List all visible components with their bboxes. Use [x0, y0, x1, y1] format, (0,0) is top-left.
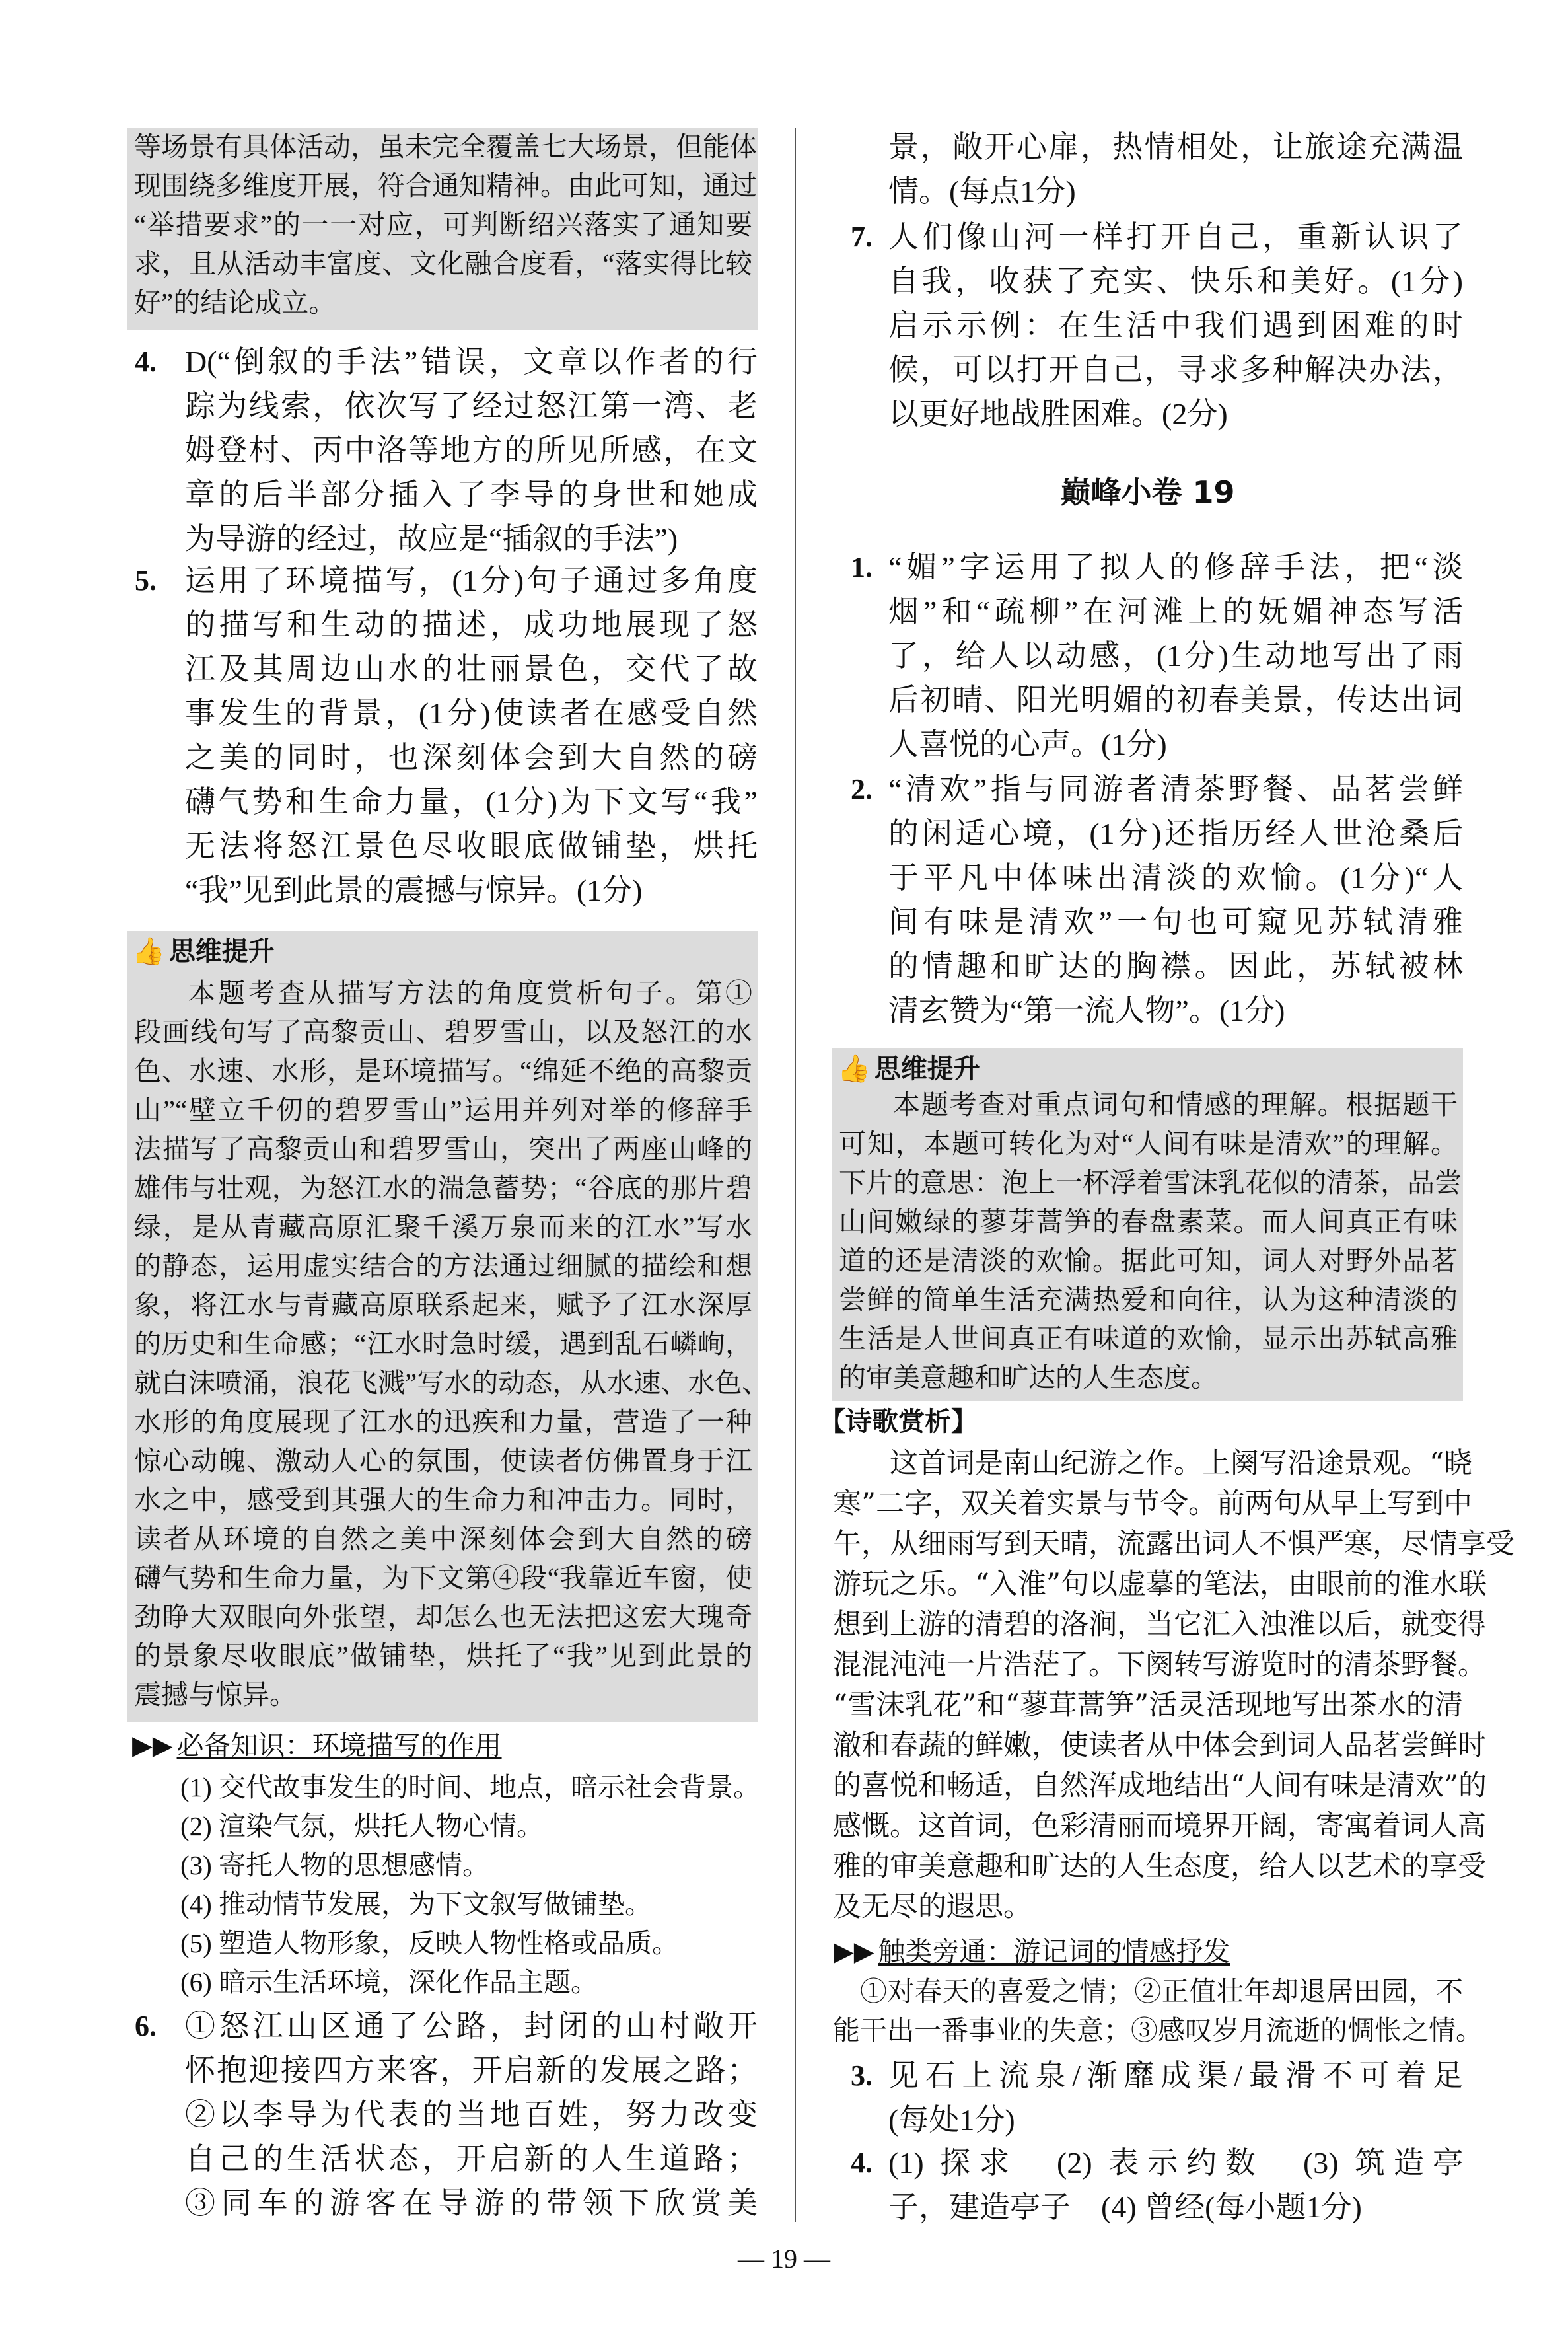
text-line: ②以李导为代表的当地百姓，努力改变: [185, 2098, 758, 2131]
text-line: 启示示例：在生活中我们遇到困难的时: [888, 309, 1463, 342]
text-line: 感慨。这首词，色彩清丽而境界开阔，寄寓着词人高: [833, 1810, 1486, 1843]
poem-analysis-title-text: 【诗歌赏析】: [819, 1407, 978, 1437]
text-line: 现围绕多维度开展，符合通知精神。由此可知，通过: [134, 170, 757, 201]
text-line: 后初晴、阳光明媚的初春美景，传达出词: [888, 683, 1463, 717]
double-arrow-icon: ▶▶: [132, 1730, 173, 1761]
answer-q5: [185, 558, 758, 912]
text-line: 候，可以打开自己，寻求多种解决办法，: [888, 353, 1463, 387]
text-line: (2) 渲染气氛，烘托人物心情。: [180, 1811, 544, 1841]
text-line: 想到上游的清碧的洛涧，当它汇入浊淮以后，就变得: [833, 1608, 1486, 1641]
text-line: 见石上流泉/渐靡成渠/最滑不可着足: [888, 2059, 1463, 2092]
section-title: 巅峰小卷 19: [1060, 474, 1235, 510]
text-line: 可知，本题可转化为对“人间有味是清欢”的理解。: [839, 1128, 1458, 1159]
text-line: 山”“壁立千仞的碧罗雪山”运用并列对举的修辞手: [134, 1095, 752, 1125]
text-line: (1) 交代故事发生的时间、地点，暗示社会背景。: [180, 1772, 761, 1802]
text-line: 的情趣和旷达的胸襟。因此，苏轼被林: [888, 949, 1463, 983]
question-number: 4.: [851, 2147, 873, 2179]
text-line: 求，且从活动丰富度、文化融合度看，“落实得比较: [134, 248, 752, 279]
text-line: 道的还是清淡的欢愉。据此可知，词人对野外品茗: [839, 1245, 1458, 1276]
text-line: 的审美意趣和旷达的人生态度。: [839, 1362, 1218, 1393]
text-line: 尝鲜的简单生活充满热爱和向往，认为这种清淡的: [839, 1284, 1458, 1315]
text-line: 于平凡中体味出清淡的欢愉。(1分)“人: [888, 861, 1463, 895]
text-line: 烟”和“疏柳”在河滩上的妩媚神态写活: [888, 595, 1463, 628]
text-line: 了，给人以动感，(1分)生动地写出了雨: [888, 639, 1463, 673]
analysis-box-text: [134, 128, 757, 322]
text-line: 这首词是南山纪游之作。上阕写沿途景观。“晓: [890, 1447, 1472, 1480]
text-line: (1) 探求 (2) 表示约数 (3) 筑造亭: [888, 2146, 1463, 2180]
answer-q6-continued: [888, 125, 1463, 213]
text-line: “雪沫乳花”和“蓼茸蒿笋”活灵活现地写出茶水的清: [833, 1689, 1463, 1722]
text-line: 自我，收获了充实、快乐和美好。(1分): [888, 264, 1463, 298]
text-line: 游玩之乐。“入淮”句以虚摹的笔法，由眼前的淮水联: [833, 1568, 1487, 1601]
text-line: (4) 推动情节发展，为下文叙写做铺垫。: [180, 1889, 653, 1919]
text-line: 惊心动魄、激动人心的氛围，使读者仿佛置身于江: [134, 1446, 752, 1476]
question-number: 3.: [851, 2059, 873, 2092]
text-line: 景，敞开心扉，热情相处，让旅途充满温: [888, 130, 1463, 164]
related-title: [834, 1932, 1230, 1972]
text-line: 事发生的背景，(1分)使读者在感受自然: [185, 696, 758, 730]
answer-q4-right: [888, 2141, 1463, 2229]
text-line: 间有味是清欢”一句也可窥见苏轼清雅: [888, 905, 1463, 939]
text-line: 好”的结论成立。: [134, 287, 336, 318]
answer-q6: [185, 2004, 758, 2225]
text-line: 子，建造亭子 (4) 曾经(每小题1分): [888, 2190, 1362, 2224]
text-line: 色、水速、水形，是环境描写。“绵延不绝的高黎贡: [134, 1056, 752, 1086]
text-line: 就白沫喷涌，浪花飞溅”写水的动态，从水速、水色、: [134, 1368, 769, 1398]
text-line: 之美的同时，也深刻体会到大自然的磅: [185, 741, 758, 774]
text-line: 象，将江水与青藏高原联系起来，赋予了江水深厚: [134, 1290, 752, 1320]
question-number: 6.: [135, 2010, 157, 2042]
text-line: “我”见到此景的震撼与惊异。(1分): [185, 873, 643, 907]
text-line: 运用了环境描写，(1分)句子通过多角度: [185, 564, 758, 597]
text-line: ①对春天的喜爱之情；②正值壮年却退居田园，不: [860, 1976, 1463, 2007]
answer-q1: [888, 545, 1463, 766]
text-line: (5) 塑造人物形象，反映人物性格或品质。: [180, 1928, 680, 1958]
text-line: 章的后半部分插入了李导的身世和她成: [185, 478, 758, 511]
page-number: — 19 —: [738, 2244, 830, 2273]
thumbs-up-hand-icon: 👍: [837, 1054, 871, 1084]
related-title-text: 触类旁通：游记词的情感抒发: [878, 1936, 1230, 1968]
text-line: 江及其周边山水的壮丽景色，交代了故: [185, 652, 758, 686]
text-line: 清玄赞为“第一流人物”。(1分): [888, 994, 1285, 1027]
knowledge-title-text: 必备知识：环境描写的作用: [176, 1730, 502, 1761]
answer-q4: [185, 340, 758, 561]
text-line: 无法将怒江景色尽收眼底做铺垫，烘托: [185, 829, 758, 863]
thumbs-up-hand-icon: 👍: [132, 936, 165, 967]
text-line: 绿，是从青藏高原汇聚千溪万泉而来的江水”写水: [134, 1212, 752, 1242]
answer-q2: [888, 767, 1463, 1033]
text-line: 本题考查从描写方法的角度赏析句子。第①: [188, 978, 752, 1008]
text-line: (6) 暗示生活环境，深化作品主题。: [180, 1967, 598, 1997]
text-line: (3) 寄托人物的思想感情。: [180, 1850, 490, 1880]
thinking-title: [837, 1049, 980, 1089]
text-line: “清欢”指与同游者清茶野餐、品茗尝鲜: [888, 772, 1463, 806]
text-line: 能干出一番事业的失意；③感叹岁月流逝的惆怅之情。: [833, 2015, 1483, 2046]
text-line: 情。(每点1分): [888, 174, 1076, 208]
text-line: 生活是人世间真正有味道的欢愉，显示出苏轼高雅: [839, 1323, 1458, 1354]
text-line: 山间嫩绿的蓼芽蒿笋的春盘素菜。而人间真正有味: [839, 1206, 1458, 1237]
text-line: ③同车的游客在导游的带领下欣赏美: [185, 2186, 758, 2220]
text-line: 水之中，感受到其强大的生命力和冲击力。同时，: [134, 1485, 752, 1515]
text-line: 踪为线索，依次写了经过怒江第一湾、老: [185, 389, 758, 423]
text-line: 以更好地战胜困难。(2分): [888, 397, 1228, 431]
text-line: 的景象尽收眼底”做铺垫，烘托了“我”见到此景的: [134, 1641, 752, 1671]
question-number: 2.: [851, 773, 873, 805]
text-line: 劲睁大双眼向外张望，却怎么也无法把这宏大瑰奇: [134, 1602, 752, 1632]
thinking-title: [132, 932, 275, 971]
text-line: 的喜悦和畅适，自然浑成地结出“人间有味是清欢”的: [833, 1769, 1487, 1802]
text-line: 下片的意思：泡上一杯浮着雪沫乳花似的清茶，品尝: [839, 1167, 1462, 1198]
question-number: 1.: [851, 551, 873, 583]
text-line: 段画线句写了高黎贡山、碧罗雪山，以及怒江的水: [134, 1017, 752, 1047]
thinking-text: [134, 974, 769, 1715]
text-line: 午，从细雨写到天晴，流露出词人不惧严寒，尽情享受: [833, 1528, 1515, 1561]
thinking-title-text: 思维提升: [168, 936, 275, 967]
text-line: 本题考查对重点词句和情感的理解。根据题干: [893, 1089, 1458, 1120]
text-line: (每处1分): [888, 2103, 1015, 2137]
text-line: 水形的角度展现了江水的迅疾和力量，营造了一种: [134, 1407, 752, 1437]
text-line: 寒”二字，双关着实景与节令。前两句从早上写到中: [833, 1487, 1472, 1520]
text-line: “媚”字运用了拟人的修辞手法，把“淡: [888, 550, 1463, 584]
text-line: D(“倒叙的手法”错误，文章以作者的行: [185, 345, 758, 379]
column-divider: [795, 128, 796, 2222]
thinking-text: [839, 1086, 1462, 1397]
text-line: 的闲适心境，(1分)还指历经人世沧桑后: [888, 817, 1463, 850]
text-line: 的描写和生动的描述，成功地展现了怒: [185, 608, 758, 642]
text-line: “举措要求”的一一对应，可判断绍兴落实了通知要: [134, 209, 752, 240]
text-line: 雄伟与壮观，为怒江水的湍急蓄势；“谷底的那片碧: [134, 1173, 752, 1203]
text-line: 震撼与惊异。: [134, 1679, 297, 1710]
text-line: 人喜悦的心声。(1分): [888, 727, 1167, 761]
text-line: 的历史和生命感；“江水时急时缓，遇到乱石嶙峋，: [134, 1329, 752, 1359]
text-line: 礴气势和生命力量，(1分)为下文写“我”: [185, 785, 758, 819]
poem-analysis-title: [819, 1402, 978, 1442]
text-line: 为导游的经过，故应是“插叙的手法”): [185, 522, 678, 556]
text-line: 混混沌沌一片浩茫了。下阕转写游览时的清茶野餐。: [833, 1648, 1486, 1681]
text-line: 姆登村、丙中洛等地方的所见所感，在文: [185, 433, 758, 467]
text-line: ①怒江山区通了公路，封闭的山村敞开: [185, 2009, 758, 2043]
text-line: 礴气势和生命力量，为下文第④段“我靠近车窗，使: [134, 1563, 752, 1593]
text-line: 人们像山河一样打开自己，重新认识了: [888, 220, 1463, 254]
answer-q7: [888, 215, 1463, 436]
text-line: 澈和春蔬的鲜嫩，使读者从中体会到词人品茗尝鲜时: [833, 1729, 1486, 1762]
related-text: [833, 1972, 1483, 2053]
question-number: 4.: [135, 346, 157, 378]
thinking-title-text: 思维提升: [874, 1054, 980, 1084]
text-line: 自己的生活状态，开启新的人生道路；: [185, 2142, 758, 2176]
text-line: 雅的审美意趣和旷达的人生态度，给人以艺术的享受: [833, 1850, 1486, 1883]
knowledge-title: [132, 1726, 502, 1765]
double-arrow-icon: ▶▶: [834, 1937, 874, 1967]
text-line: 及无尽的遐思。: [833, 1890, 1032, 1923]
question-number: 5.: [135, 564, 157, 597]
knowledge-list: [180, 1768, 761, 2002]
text-line: 等场景有具体活动，虽未完全覆盖七大场景，但能体: [134, 131, 757, 162]
text-line: 怀抱迎接四方来客，开启新的发展之路；: [185, 2053, 758, 2087]
question-number: 7.: [851, 221, 873, 253]
text-line: 法描写了高黎贡山和碧罗雪山，突出了两座山峰的: [134, 1134, 752, 1164]
text-line: 读者从环境的自然之美中深刻体会到大自然的磅: [134, 1524, 752, 1554]
text-line: 的静态，运用虚实结合的方法通过细腻的描绘和想: [134, 1251, 752, 1281]
poem-analysis-text: [833, 1444, 1515, 1927]
answer-q3: [888, 2053, 1463, 2142]
